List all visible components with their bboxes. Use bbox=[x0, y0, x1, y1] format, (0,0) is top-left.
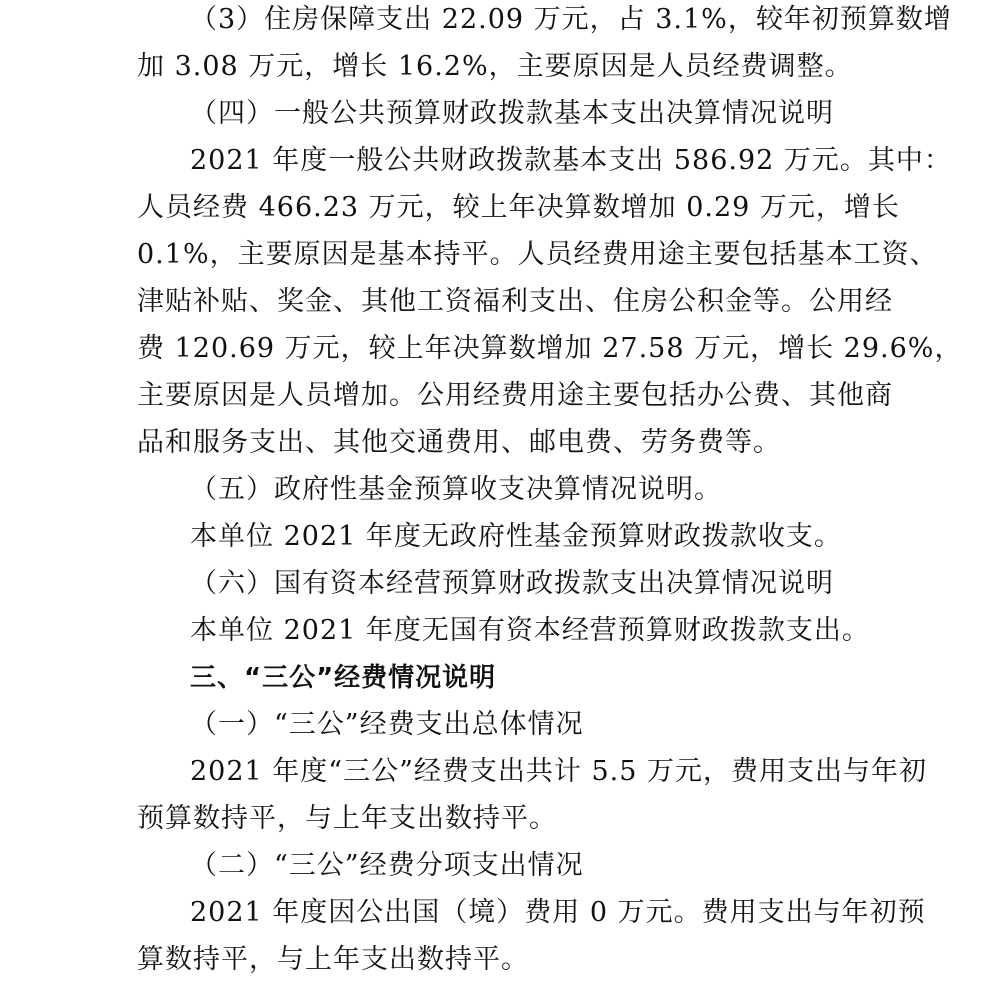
paragraph-line: 2021 年度“三公”经费支出共计 5.5 万元，费用支出与年初 bbox=[190, 756, 928, 787]
paragraph-line: 费 120.69 万元，较上年决算数增加 27.58 万元，增长 29.6%， bbox=[137, 333, 963, 364]
paragraph-line: 本单位 2021 年度无国有资本经营预算财政拨款支出。 bbox=[190, 615, 870, 646]
paragraph-line: 2021 年度因公出国（境）费用 0 万元。费用支出与年初预 bbox=[190, 897, 926, 928]
section-heading: （五）政府性基金预算收支决算情况说明。 bbox=[190, 474, 722, 505]
paragraph-line: 品和服务支出、其他交通费用、邮电费、劳务费等。 bbox=[137, 427, 781, 458]
section-heading: （一）“三公”经费支出总体情况 bbox=[190, 709, 584, 740]
chapter-heading: 三、“三公”经费情况说明 bbox=[190, 663, 497, 693]
paragraph-line: 加 3.08 万元，增长 16.2%，主要原因是人员经费调整。 bbox=[137, 51, 853, 82]
paragraph-line: 人员经费 466.23 万元，较上年决算数增加 0.29 万元，增长 bbox=[137, 192, 900, 223]
paragraph-line: 0.1%，主要原因是基本持平。人员经费用途主要包括基本工资、 bbox=[137, 239, 938, 270]
paragraph-line: 预算数持平，与上年支出数持平。 bbox=[137, 803, 557, 834]
paragraph-line: （3）住房保障支出 22.09 万元，占 3.1%，较年初预算数增 bbox=[190, 4, 952, 35]
paragraph-line: 主要原因是人员增加。公用经费用途主要包括办公费、其他商 bbox=[137, 380, 893, 411]
paragraph-line: 2021 年度一般公共财政拨款基本支出 586.92 万元。其中： bbox=[190, 145, 952, 176]
paragraph-line: 津贴补贴、奖金、其他工资福利支出、住房公积金等。公用经 bbox=[137, 286, 893, 317]
section-heading: （四）一般公共预算财政拨款基本支出决算情况说明 bbox=[190, 98, 834, 129]
paragraph-line: 本单位 2021 年度无政府性基金预算财政拨款收支。 bbox=[190, 521, 842, 552]
paragraph-line: 算数持平，与上年支出数持平。 bbox=[137, 944, 529, 975]
section-heading: （二）“三公”经费分项支出情况 bbox=[190, 850, 584, 881]
section-heading: （六）国有资本经营预算财政拨款支出决算情况说明 bbox=[190, 568, 834, 599]
